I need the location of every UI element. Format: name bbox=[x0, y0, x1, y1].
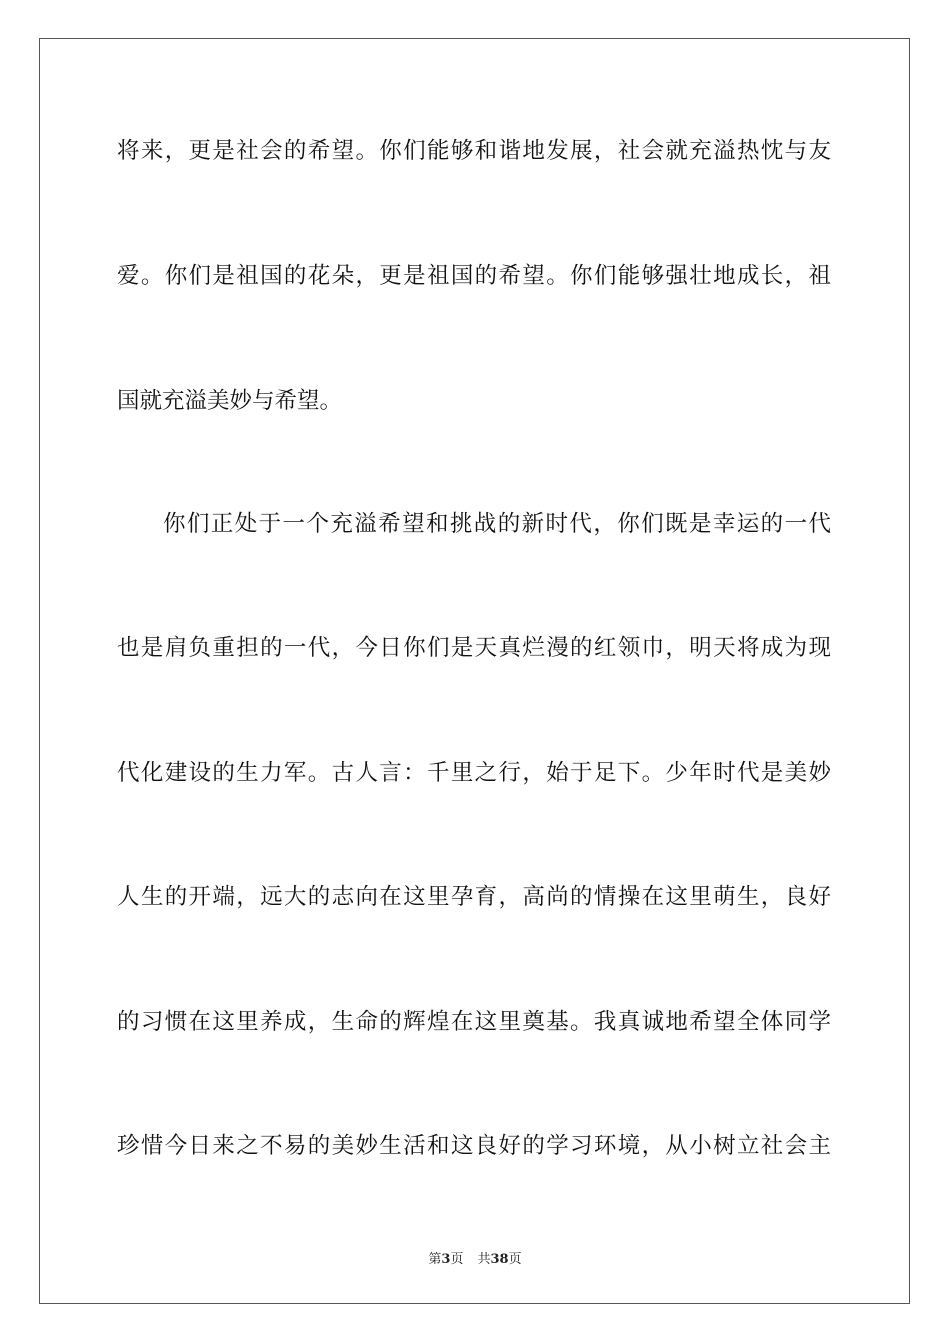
body-line-7: 人生的开端，远大的志向在这里孕育，高尚的情操在这里萌生，良好 bbox=[117, 884, 831, 910]
body-line-9: 珍惜今日来之不易的美妙生活和这良好的学习环境，从小树立社会主 bbox=[117, 1133, 831, 1159]
page-suffix: 页 bbox=[450, 1252, 464, 1267]
body-line-6: 代化建设的生力军。古人言：千里之行，始于足下。少年时代是美妙 bbox=[117, 760, 831, 786]
body-line-8: 的习惯在这里养成，生命的辉煌在这里奠基。我真诚地希望全体同学 bbox=[117, 1009, 831, 1035]
page-number: 3 bbox=[441, 1252, 451, 1267]
total-suffix: 页 bbox=[508, 1252, 522, 1267]
body-line-2: 爱。你们是祖国的花朵，更是祖国的希望。你们能够强壮地成长，祖 bbox=[117, 263, 831, 289]
total-prefix: 共 bbox=[477, 1252, 491, 1267]
body-line-3: 国就充溢美妙与希望。 bbox=[117, 388, 343, 414]
body-line-4: 你们正处于一个充溢希望和挑战的新时代，你们既是幸运的一代 bbox=[163, 511, 831, 537]
body-line-5: 也是肩负重担的一代，今日你们是天真烂漫的红领巾，明天将成为现 bbox=[117, 635, 831, 661]
page-prefix: 第 bbox=[428, 1252, 442, 1267]
page-frame bbox=[39, 38, 910, 1304]
total-pages: 38 bbox=[490, 1252, 509, 1267]
page-footer bbox=[0, 1248, 950, 1267]
body-line-1: 将来，更是社会的希望。你们能够和谐地发展，社会就充溢热忱与友 bbox=[117, 138, 831, 164]
